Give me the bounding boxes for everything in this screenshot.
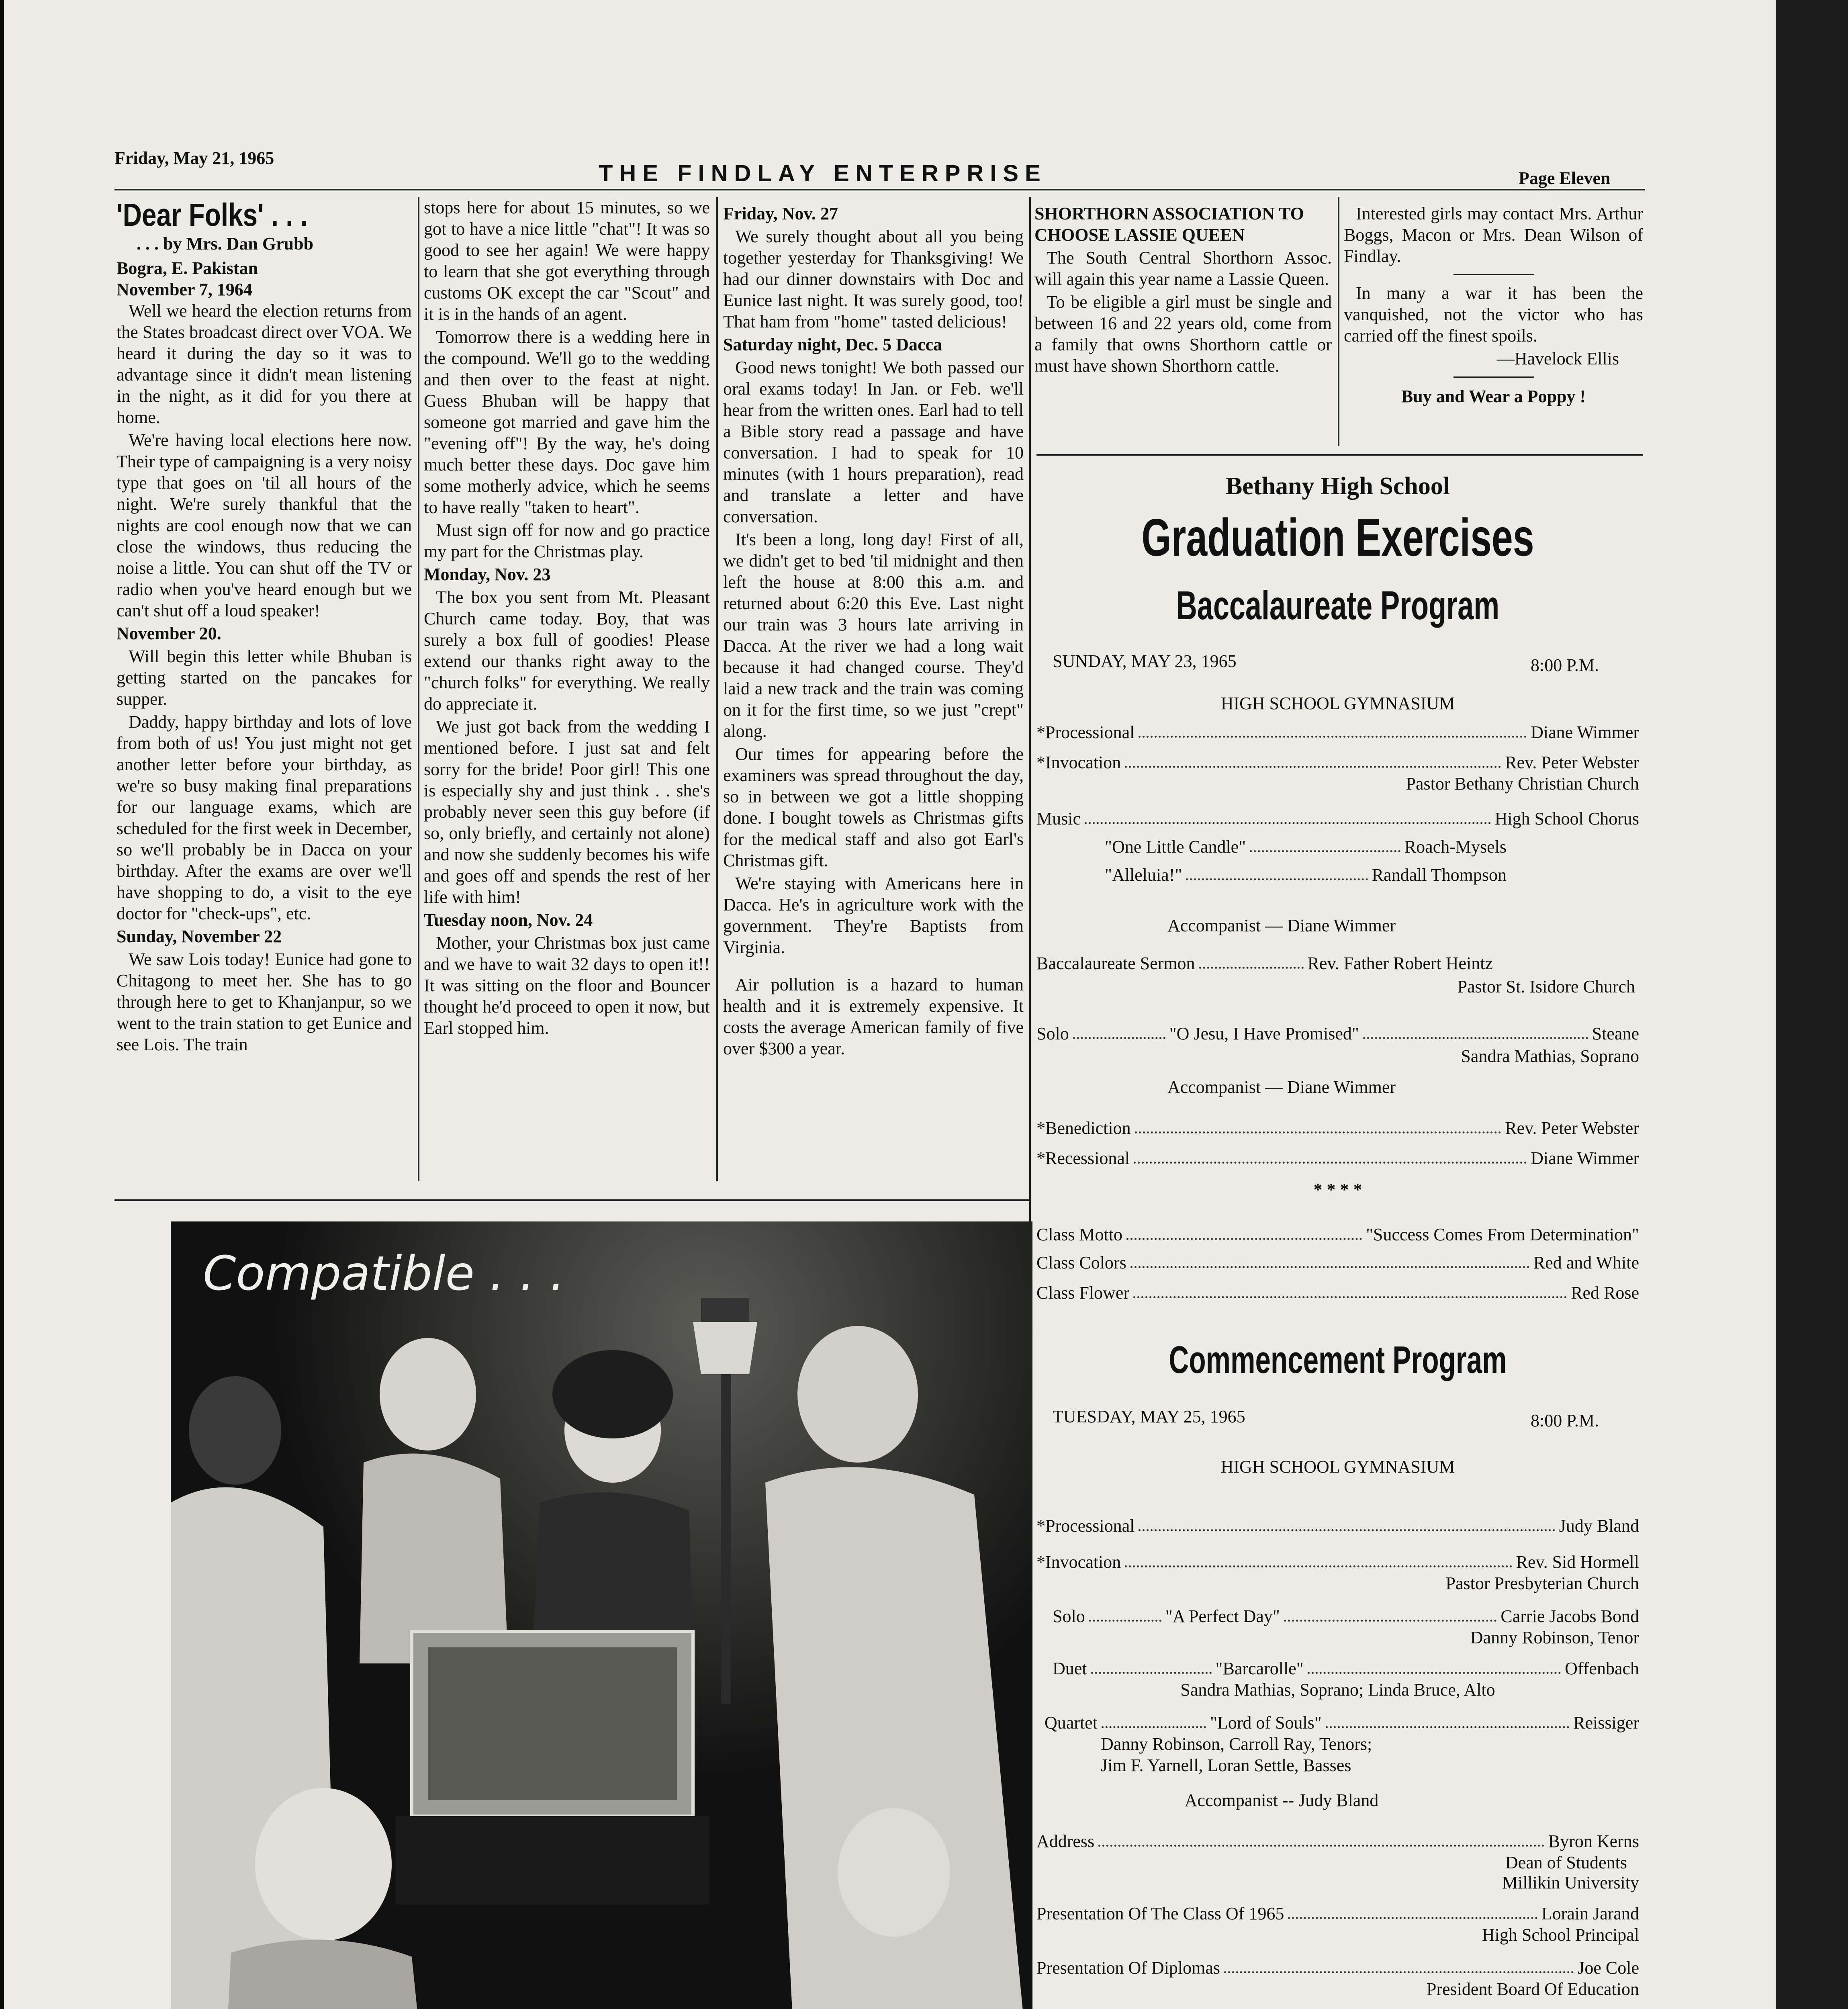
letter-paragraph: We surely thought about all you being together yesterday for Thanksgiving! We had our dinner downstairs with Doc and Eunice last night. It was surely good, too! That ham from "home" tasted delicious! [723,227,1024,331]
comm-date: TUESDAY, MAY 25, 1965 [1053,1407,1245,1426]
program-row: Solo "O Jesu, I Have Promised" Steane [1036,1024,1639,1043]
letter-byline: . . . by Mrs. Dan Grubb [137,234,314,254]
accompanist: Accompanist -- Judy Bland [1184,1790,1379,1810]
accompanist: Accompanist — Diane Wimmer [1167,1077,1396,1097]
program-detail: Danny Robinson, Tenor [1470,1628,1639,1647]
section-rule [1036,454,1643,456]
column-rule [1338,197,1339,446]
letter-paragraph: It's been a long, long day! First of all, we didn't get to bed 'til midnight and then left the house at 8:00 this a.m. and returned about 6:20 this Eve. Last night our train was 3 hours late arriving in Dacca. At the river we had a long wait because it had changed course. They'd laid a new track and the train was coming on it for the first time, so we just "crept" along. [723,530,1024,741]
program-detail: Sandra Mathias, Soprano; Linda Bruce, Alto [1180,1680,1495,1700]
program-row: Address Byron Kerns [1036,1831,1639,1851]
program-row: Presentation Of Diplomas Joe Cole [1036,1958,1639,1978]
quote-author: —Havelock Ellis [1496,349,1619,368]
notices-column [1344,203,1643,407]
page-number: Page Eleven [1519,168,1611,188]
ad-compatible: Compatible . . . [203,1246,565,1301]
letter-column-1 [117,197,412,1057]
program-detail: Danny Robinson, Carroll Ray, Tenors; [1101,1734,1372,1754]
program-row: Music High School Chorus [1036,809,1639,829]
shorthorn-paragraph: To be eligible a girl must be single and between 16 and 22 years old, come from a family that owns Shorthorn cattle or must have shown Shorthorn cattle. [1034,292,1332,376]
ad-photo [171,1221,1032,2009]
program-detail: Millikin University [1502,1873,1639,1892]
bacc-time: 8:00 P.M. [1531,655,1599,675]
bacc-date: SUNDAY, MAY 23, 1965 [1053,651,1237,671]
program-row: Solo "A Perfect Day" Carrie Jacobs Bond [1053,1606,1639,1626]
quote: In many a war it has been the vanquished, not the victor who has carried off the finest spoils. [1344,283,1643,346]
letter-paragraph: stops here for about 15 minutes, so we got to have a nice little "chat"! It was so good to see her again! We were happy to learn that she got everything through customs OK except the car "Scout" and it is in the hands of an agent. [424,198,710,324]
program-detail: Sandra Mathias, Soprano [1461,1046,1639,1066]
letter-paragraph: We saw Lois today! Eunice had gone to Chitagong to meet her. She has to go through here to get to Khanjanpur, so we went to the train station to get Eunice and see Lois. The train [117,949,412,1054]
program-detail: Pastor Bethany Christian Church [1406,774,1639,794]
masthead-title: THE FINDLAY ENTERPRISE [599,160,1047,186]
program-row: *Benediction Rev. Peter Webster [1036,1118,1639,1138]
shorthorn-column [1034,203,1332,378]
letter-date: November 7, 1964 [117,280,252,299]
program-row: Presentation Of The Class Of 1965 Lorain Jarand [1036,1904,1639,1923]
baccalaureate-program [1036,643,1639,1326]
class-colors-row: Class Colors Red and White [1036,1253,1639,1273]
letter-paragraph: Must sign off for now and go practice my part for the Christmas play. [424,520,710,561]
column-rule [716,197,718,1181]
commencement-title: Commencement Program [1169,1338,1507,1381]
letter-subhead: November 20. [117,624,221,643]
program-detail: Jim F. Yarnell, Loran Settle, Basses [1101,1755,1351,1775]
graduation-title: Graduation Exercises [1141,508,1534,567]
program-detail: President Board Of Education [1426,1979,1639,1999]
class-motto-row: Class Motto "Success Comes From Determination" [1036,1225,1639,1244]
shorthorn-contact: Interested girls may contact Mrs. Arthur Boggs, Macon or Mrs. Dean Wilson of Findlay. [1344,204,1643,266]
letter-paragraph: Good news tonight! We both passed our oral exams today! In Jan. or Feb. we'll hear from the written ones. Earl had to tell a Bible story read a passage and have conversation. I had to speak for 10 minutes (with 1 hours preparation), read and translate a letter and have conversation. [723,358,1024,526]
ad-photo-illustration [171,1221,1032,2009]
letter-paragraph: Tomorrow there is a wedding here in the compound. We'll go to the wedding and then over to the feast at night. Guess Bhuban will be happy that someone got married and gave him the "evening off"! By the way, he's doing much better these days. Doc gave him some motherly advice, which he seems to have really "taken to heart". [424,327,710,517]
letter-paragraph: Will begin this letter while Bhuban is getting started on the pancakes for supper. [117,646,412,709]
masthead-rule [114,189,1645,190]
program-row: Duet "Barcarolle" Offenbach [1053,1659,1639,1678]
letter-paragraph: We're staying with Americans here in Dacca. He's in agriculture work with the government. They're Baptists from Virginia. [723,874,1024,957]
program-detail: Dean of Students [1505,1853,1627,1872]
letter-title: 'Dear Folks' . . . [117,197,308,233]
comm-place: HIGH SCHOOL GYMNASIUM [1220,1457,1455,1477]
letter-paragraph: The box you sent from Mt. Pleasant Church came today. Boy, that was surely a box full of goodies! Please extend our thanks right away to the "church folks" for everything. We really do appreciate it. [424,587,710,714]
letter-subhead: Monday, Nov. 23 [424,565,551,584]
program-row: *Invocation Rev. Peter Webster [1036,753,1639,772]
letter-paragraph: Daddy, happy birthday and lots of love from both of us! You just might not get another letter before your birthday, as we're so busy making final preparations for our language exams, which are scheduled for the first week in December, so we'll probably be in Dacca on your birthday. After the exams are over we'll have shopping to do, a visit to the eye doctor for "check-ups", etc. [117,712,412,923]
program-row: *Processional Diane Wimmer [1036,722,1639,742]
letter-column-2 [424,197,710,1040]
program-row: Quartet "Lord of Souls" Reissiger [1045,1713,1639,1733]
letter-dateline: Bogra, E. Pakistan [117,258,258,278]
gas-light-advertisement [169,1221,1036,2009]
filler-paragraph: Air pollution is a hazard to human health and it is extremely expensive. It costs the average American family of five over $300 a year. [723,975,1024,1058]
program-row: Baccalaureate Sermon Rev. Father Robert Heintz [1036,953,1493,973]
program-row: "Alleluia!" Randall Thompson [1105,865,1507,885]
letter-paragraph: Our times for appearing before the examiners was spread throughout the day, so in between we got a little shopping done. I bought towels as Christmas gifts for the medical staff and also got Earl's Christmas gift. [723,744,1024,870]
letter-subhead: Friday, Nov. 27 [723,204,838,223]
separator-stars: * * * * [1313,1180,1362,1199]
letter-paragraph: We just got back from the wedding I mentioned before. I just sat and felt sorry for the bride! Poor girl! This one is especially shy and just think . . she's probably never seen this guy before (if so, only briefly, and certainly not alone) and now she suddenly becomes his wife and goes off and spends the rest of her life with him! [424,717,710,907]
letter-paragraph: Mother, your Christmas box just came and we have to wait 32 days to open it!! It was sitting on the floor and Bouncer thought he'd proceed to open it now, but Earl stopped him. [424,933,710,1038]
program-detail: Pastor Presbyterian Church [1445,1573,1639,1593]
program-row: *Recessional Diane Wimmer [1036,1148,1639,1168]
school-name: Bethany High School [1225,473,1450,500]
letter-subhead: Saturday night, Dec. 5 Dacca [723,335,942,354]
comm-time: 8:00 P.M. [1531,1411,1599,1430]
letter-subhead: Tuesday noon, Nov. 24 [424,910,593,930]
program-row: *Processional Judy Bland [1036,1516,1639,1536]
commencement-program [1036,1406,1639,2009]
program-row: *Invocation Rev. Sid Hormell [1036,1552,1639,1572]
issue-date: Friday, May 21, 1965 [114,148,274,168]
poppy-slogan: Buy and Wear a Poppy ! [1401,387,1586,406]
letter-subhead: Sunday, November 22 [117,927,282,946]
class-flower-row: Class Flower Red Rose [1036,1283,1639,1303]
program-detail: Pastor St. Isidore Church [1457,977,1635,996]
program-row: "One Little Candle" Roach-Mysels [1105,837,1507,857]
shorthorn-title: SHORTHORN ASSOCIATION TO CHOOSE LASSIE QUEEN [1034,204,1304,245]
divider [1453,376,1534,378]
letter-column-3 [723,203,1024,1061]
shorthorn-paragraph: The South Central Shorthorn Assoc. will again this year name a Lassie Queen. [1034,248,1332,289]
bacc-place: HIGH SCHOOL GYMNASIUM [1220,694,1455,713]
section-rule [114,1199,1029,1201]
column-rule [418,197,419,1181]
letter-paragraph: We're having local elections here now. Their type of campaigning is a very noisy type that goes on 'til all hours of the night. We're surely thankful that the nights are cool enough now that we can close the windows, thus reducing the noise a little. You can shut off the TV or radio when you've heard enough but we can't shut off a loud speaker! [117,430,412,620]
scan-edge [0,0,4,2009]
program-detail: High School Principal [1482,1925,1639,1945]
baccalaureate-title: Baccalaureate Program [1176,583,1500,628]
divider [1453,274,1534,275]
letter-paragraph: Well we heard the election returns from the States broadcast direct over VOA. We heard it during the day so it was to advantage since it didn't mean listening in the night, as it did for you there at home. [117,301,412,427]
accompanist: Accompanist — Diane Wimmer [1167,916,1396,935]
